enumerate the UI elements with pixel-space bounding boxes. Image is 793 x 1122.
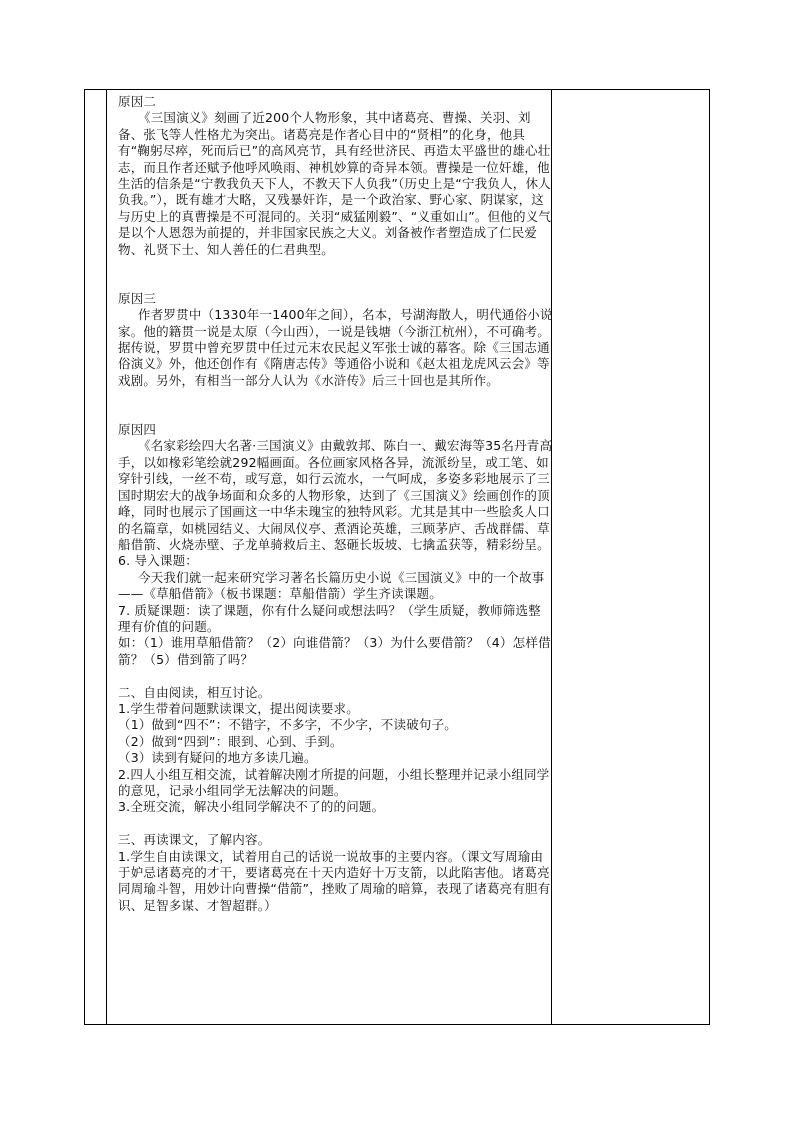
column-divider-left xyxy=(106,90,107,1024)
reason4-heading: 原因四 xyxy=(118,422,157,438)
section2-title: 二、自由阅读，相互讨论。 xyxy=(118,684,271,700)
reason3-text: 作者罗贯中（1330年一1400年之间），名本，号湖海散人，明代通俗小说家。他的籍贯一说是太原（今山西），一说是钱塘（今浙江杭州），不可确考。据传说，罗贯中曾充罗贯中任过元末农民起义军张士诚的幕客。除《三国志通俗演义》外，他还创作有《隋唐志传》等通俗小说和《赵太祖龙虎风云会》等戏剧。另外，有相当一部分人认为《水浒传》后三十回也是其所作。 xyxy=(118,307,553,388)
step7-example: 如：（1）谁用草船借箭？（2）向谁借箭？（3）为什么要借箭？（4）怎样借箭？（5）借到箭了吗？ xyxy=(118,635,551,667)
reason2-text: 《三国演义》刻画了近200个人物形象，其中诸葛亮、曹操、关羽、刘备、张飞等人性格尤为突出。诸葛亮是作者心目中的“贤相”的化身，他具有“鞠躬尽瘁，死而后已”的高风亮节，具有经世济民、再造太平盛世的雄心壮志，而且作者还赋予他呼风唤雨、神机妙算的奇异本领。曹操是一位奸雄，他生活的信条是“宁教我负天下人，不教天下人负我”（历史上是“宁我负人，休人负我。”），既有雄才大略，又残暴奸诈，是一个政治家、野心家、阴谋家，这与历史上的真曹操是不可混同的。关羽“威猛刚毅”、“义重如山”。但他的义气是以个人恩怨为前提的，并非国家民族之大义。刘备被作者塑造成了仁民爱物、礼贤下士、知人善任的仁君典型。 xyxy=(118,110,552,257)
reason4-text: 《名家彩绘四大名著·三国演义》由戴敦邦、陈白一、戴宏海等35名丹青高手，以如椽彩笔绘就292幅画面。各位画家风格各异，流派纷呈，或工笔、如穿针引线，一丝不苟，或写意，如行云流水，一气呵成，多姿多彩地展示了三国时期宏大的战争场面和众多的人物形象，达到了《三国演义》绘画创作的顶峰，同时也展示了国画这一中华未瑰宝的独特风彩。尤其是其中一些脍炙人口的名篇章，如桃园结义、大闹凤仪亭、煮酒论英雄，三顾茅庐、舌战群儒、草船借箭、火烧赤壁、子龙单骑救后主、怒砸长坂坡、七擒孟获等，精彩纷呈。 xyxy=(118,438,553,552)
reason2-heading: 原因二 xyxy=(118,94,157,109)
reason3-heading: 原因三 xyxy=(118,290,157,306)
section2-line: （1）做到“四不”：不错字，不多字，不少字，不读破句子。 xyxy=(118,717,458,733)
section2-line: 3.全班交流，解决小组同学解决不了的的问题。 xyxy=(118,799,385,815)
section2-line: 2.四人小组互相交流，试着解决刚才所提的问题，小组长整理并记录小组同学的意见，记录小组同学无法解决的问题。 xyxy=(118,766,550,798)
section2-line: （3）读到有疑问的地方多读几遍。 xyxy=(118,750,317,766)
step6-text: 今天我们就一起来研究学习著名长篇历史小说《三国演义》中的一个故事——《草船借箭》（板书课题：草船借箭）学生齐读课题。 xyxy=(118,569,545,602)
section2-line: （2）做到“四到”：眼到、心到、手到。 xyxy=(118,733,343,749)
lesson-content xyxy=(118,94,553,914)
step6-title: 6. 导入课题： xyxy=(118,553,198,569)
step7-text: 7. 质疑课题：读了课题，你有什么疑问或想法吗？（学生质疑，教师筛选整理有价值的问题。 xyxy=(118,602,541,634)
section2-line: 1.学生带着问题默读课文，提出阅读要求。 xyxy=(118,700,359,716)
section3-text: 1.学生自由读课文，试着用自己的话说一说故事的主要内容。（课文写周瑜由于妒忌诸葛亮的才干，要诸葛亮在十天内造好十万支箭，以此陷害他。诸葛亮同周瑜斗智，用妙计向曹操“借箭”，挫败了周瑜的暗算，表现了诸葛亮有胆有识、足智多谋、才智超群。） xyxy=(118,848,551,913)
section3-title: 三、再读课文，了解内容。 xyxy=(118,832,271,848)
